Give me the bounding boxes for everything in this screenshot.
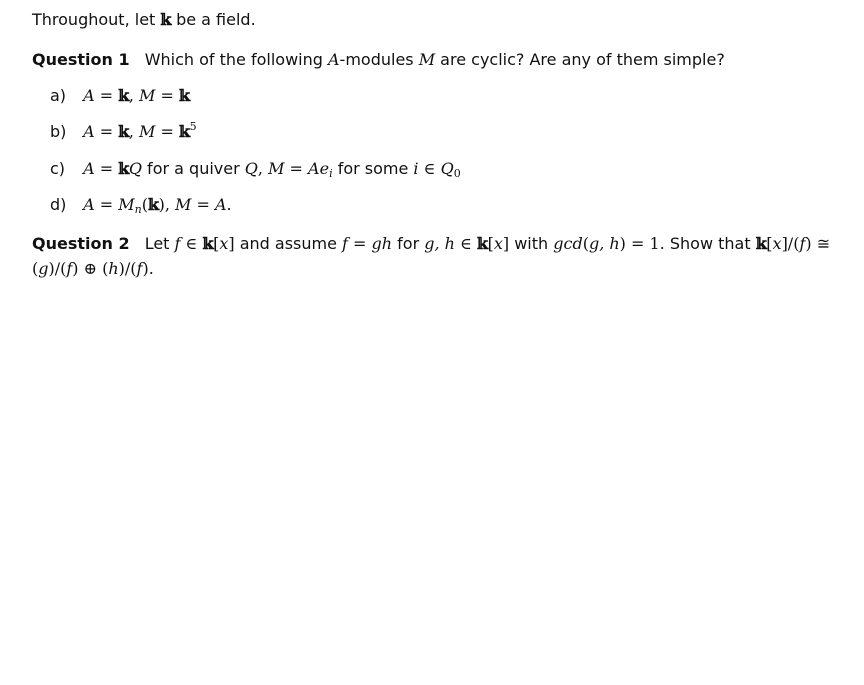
question-1-label: Question 1 (32, 50, 130, 69)
item-c-expr: A = 𝕜Q for a quiver Q, $M = Ae_i$ for some i ∈ $Q_0$ (83, 159, 461, 180)
question-2-line-2 (32, 259, 154, 279)
item-a-label: a) (50, 86, 67, 105)
question-1-item-c (50, 159, 461, 179)
field-symbol: 𝕜 (160, 10, 171, 29)
item-b-expr: A = 𝕜, M = 𝕜$^5$ (83, 120, 197, 141)
item-c-label: c) (50, 159, 66, 178)
item-b-label: b) (50, 122, 67, 141)
question-2-text: Let f ∈ 𝕜[x] and assume f = gh for g, h ∈ 𝕜[x] with gcd(g, h) = 1. Show that 𝕜[x]/(f) ≅ (144, 234, 831, 253)
question-2-label: Question 2 (32, 234, 130, 253)
question-1-item-d (50, 195, 232, 215)
question-1-item-b (50, 122, 197, 142)
question-2-text-cont: (g)/(f) ⊕ (h)/(f). (32, 259, 154, 278)
question-1-item-a (50, 86, 190, 106)
question-1-text: Which of the following A-modules M are cyclic? Are any of them simple? (144, 50, 725, 69)
question-1-header (32, 50, 725, 70)
question-2-line-1 (32, 234, 830, 254)
intro-line (32, 10, 256, 30)
item-d-label: d) (50, 195, 67, 214)
intro-text-start: Throughout, let (32, 10, 161, 29)
item-a-expr: A = 𝕜, M = 𝕜 (83, 86, 190, 105)
item-d-expr: $A = M_n(𝕜)$, M = A. (83, 195, 232, 216)
intro-text-end: be a field. (170, 10, 256, 29)
